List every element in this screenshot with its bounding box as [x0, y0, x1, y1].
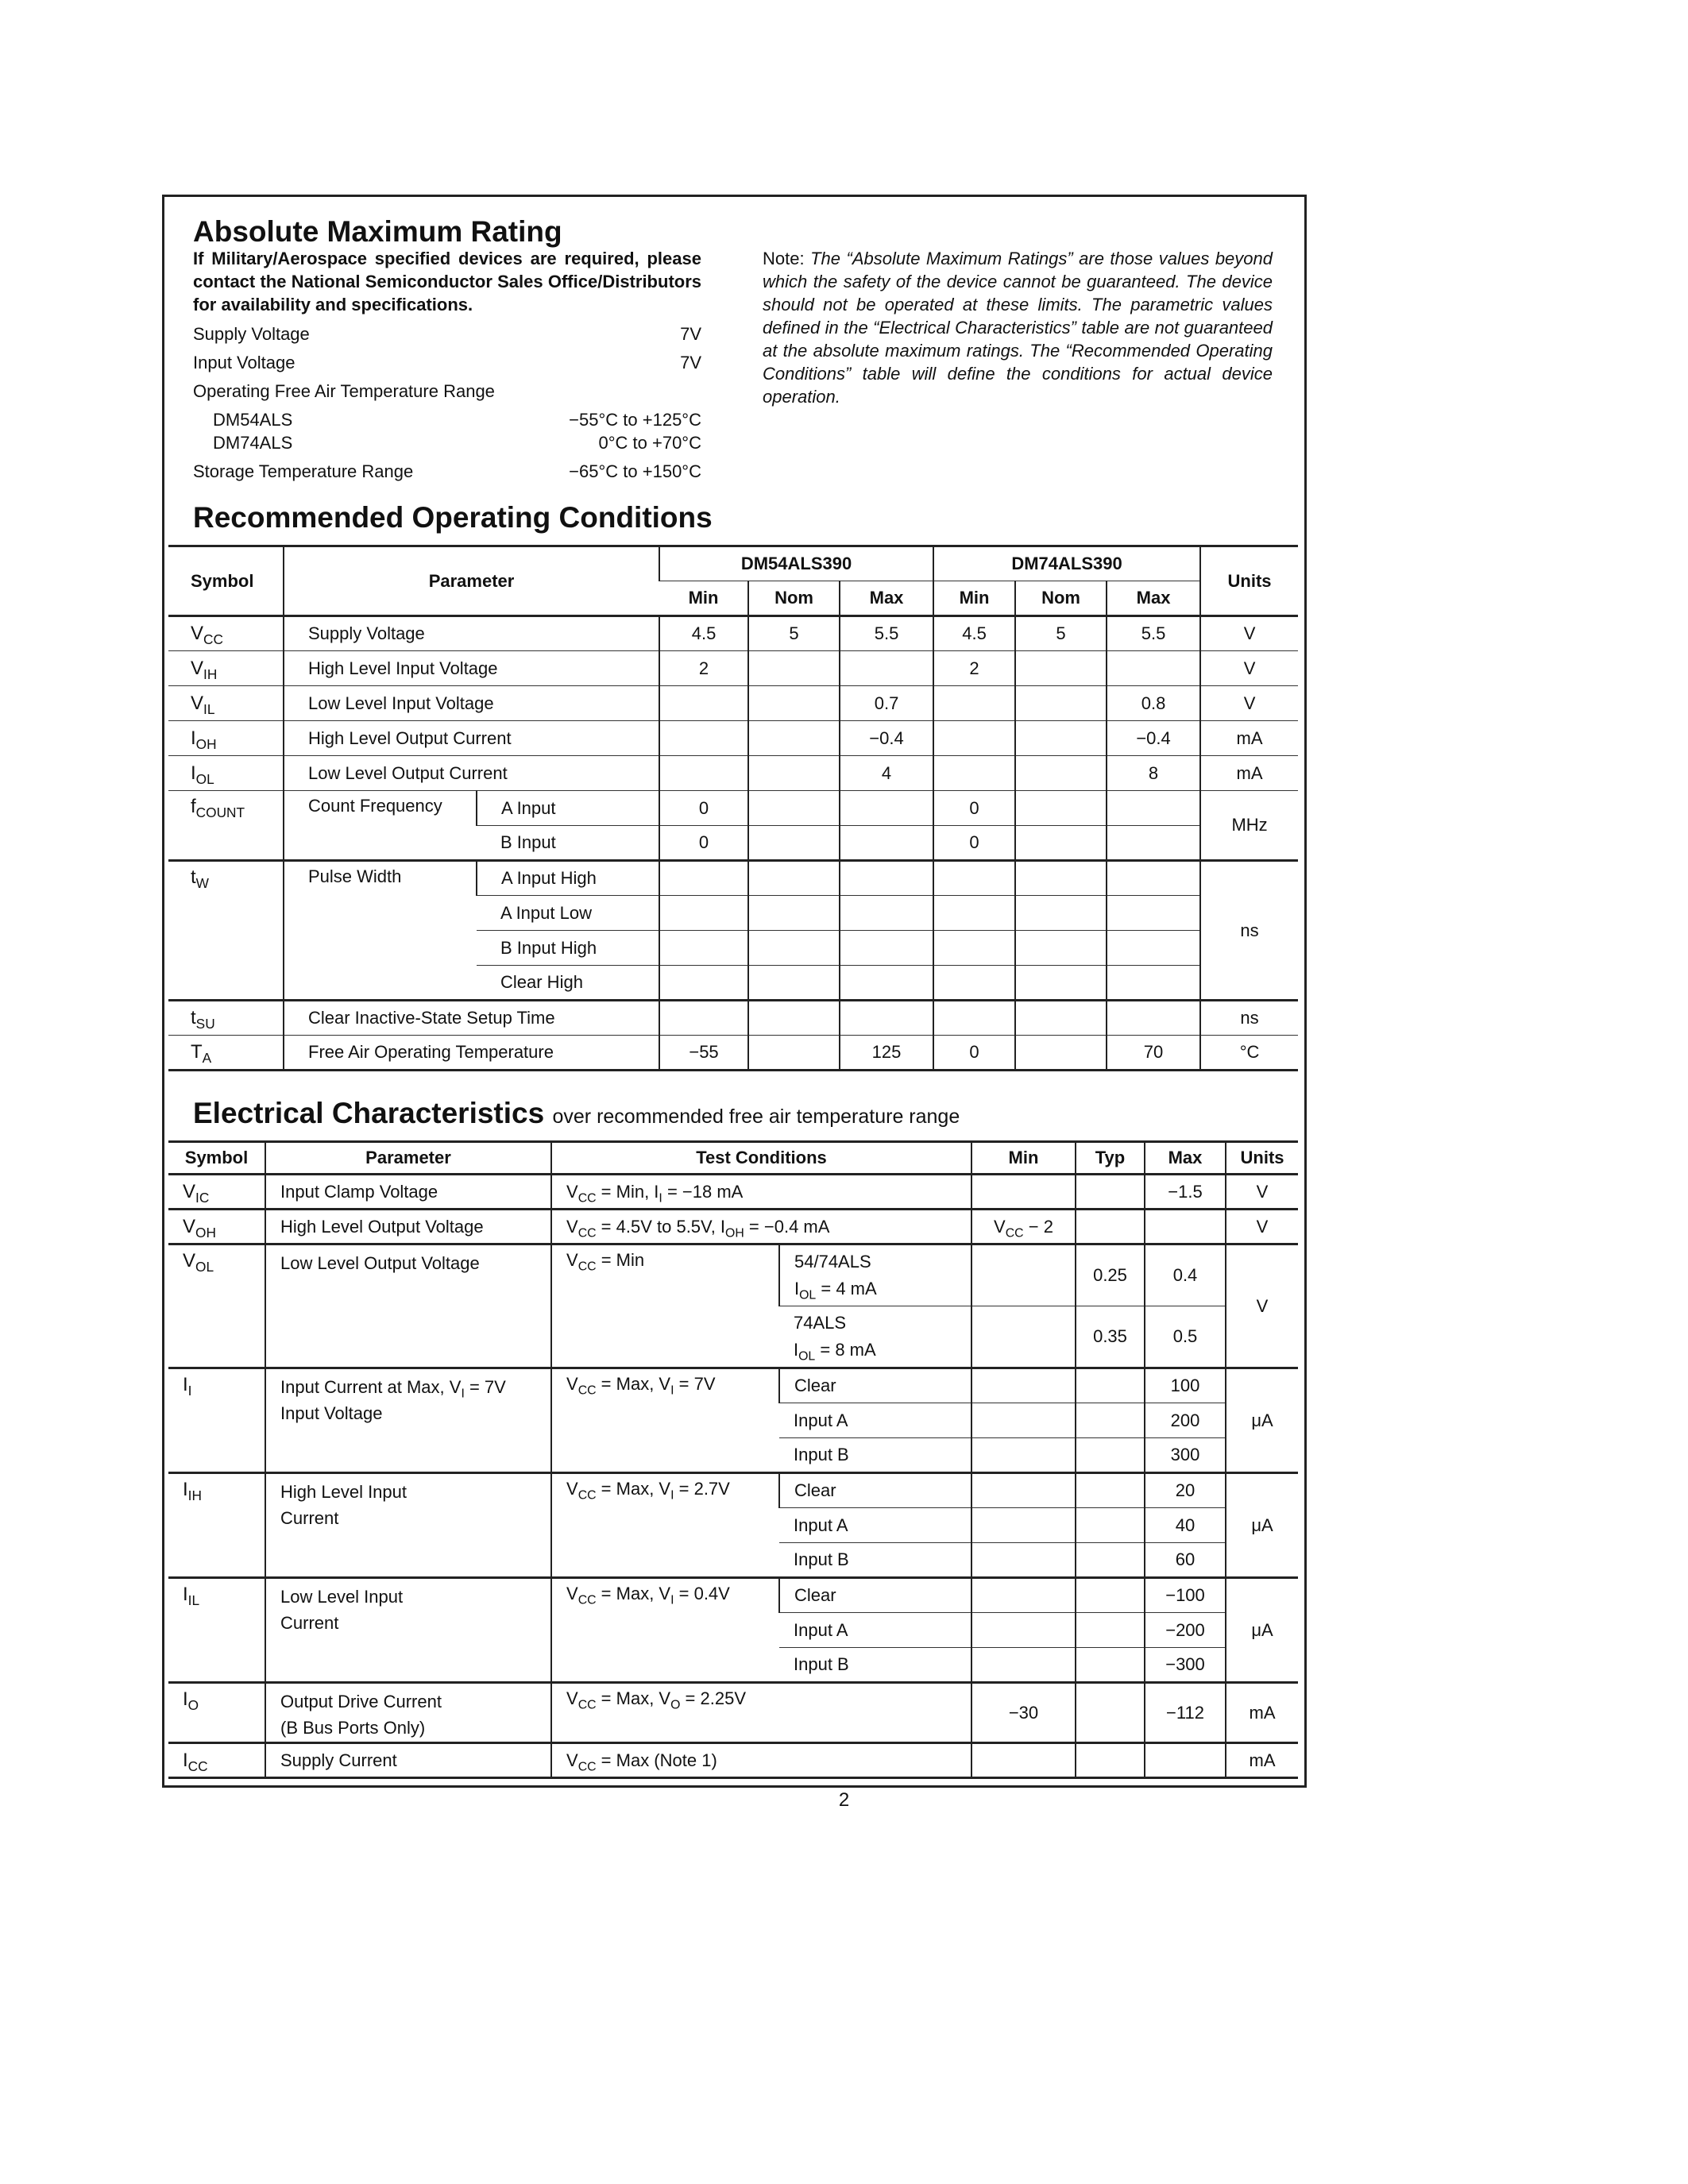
roc-cell	[748, 826, 840, 861]
roc-unit: mA	[1200, 721, 1298, 756]
roc-cell	[840, 896, 933, 931]
roc-cell	[748, 966, 840, 1001]
ec-min	[971, 1743, 1076, 1778]
ec-cond: $V_{CC}$ = Max, $V_I = 0.4V$	[551, 1578, 779, 1683]
roc-cell	[748, 756, 840, 791]
roc-cell	[748, 721, 840, 756]
ec-unit: V	[1226, 1175, 1298, 1210]
ec-max: 100	[1145, 1368, 1226, 1403]
roc-cell: 0	[659, 791, 748, 826]
roc-h-units: Units	[1200, 546, 1298, 616]
ec-subcond: Clear	[779, 1578, 971, 1613]
ec-min	[971, 1543, 1076, 1578]
roc-sym: $I_{OH}$	[168, 721, 284, 756]
roc-param: Low Level Output Current	[284, 756, 659, 791]
roc-cell: 2	[933, 651, 1015, 686]
ec-cond: $V_{CC}$ = Max, $V_I = 2.7V$	[551, 1473, 779, 1578]
roc-cell: −55	[659, 1036, 748, 1071]
roc-cell	[748, 651, 840, 686]
ec-param: Low Level Input Current	[265, 1578, 551, 1683]
ec-sym: $V_{OL}$	[168, 1244, 265, 1368]
ec-min: −30	[971, 1683, 1076, 1743]
roc-subparam: B Input High	[477, 931, 659, 966]
amr-storage-label: Storage Temperature Range	[193, 461, 414, 481]
ec-sym: $I_{CC}$	[168, 1743, 265, 1778]
ec-typ	[1076, 1175, 1145, 1210]
roc-cell	[659, 756, 748, 791]
ec-min	[971, 1175, 1076, 1210]
roc-unit: °C	[1200, 1036, 1298, 1071]
ec-h-min: Min	[971, 1142, 1076, 1175]
roc-cell	[840, 1001, 933, 1036]
ec-cond: $V_{CC}$ = Max (Note 1)	[551, 1743, 971, 1778]
roc-subparam: A Input	[477, 791, 659, 826]
roc-cell	[933, 1001, 1015, 1036]
ec-cond: $V_{CC}$ = Min, $I_I = -18$ mA	[551, 1175, 971, 1210]
amr-input-value: 7V	[680, 353, 701, 372]
roc-cell: 4.5	[933, 616, 1015, 651]
ec-sym: $V_{OH}$	[168, 1210, 265, 1244]
ec-param: Supply Current	[265, 1743, 551, 1778]
ec-typ	[1076, 1368, 1145, 1403]
ec-min	[971, 1306, 1076, 1368]
amr-note	[763, 247, 1273, 408]
roc-cell: 0	[659, 826, 748, 861]
amr-storage-value: −65°C to +150°C	[569, 461, 701, 481]
ec-subtitle: over recommended free air temperature range	[552, 1106, 960, 1128]
ec-row-io	[168, 1683, 1298, 1743]
roc-row-fcount-a	[168, 791, 1298, 826]
roc-subparam: A Input High	[477, 861, 659, 896]
roc-cell: −0.4	[1107, 721, 1200, 756]
roc-cell	[748, 1036, 840, 1071]
roc-subparam: B Input	[477, 826, 659, 861]
roc-title: Recommended Operating Conditions	[193, 501, 713, 534]
roc-h-nom54: Nom	[748, 581, 840, 616]
ec-row-iil-1	[168, 1578, 1298, 1613]
note-prefix: Note:	[763, 249, 805, 268]
note-text: The “Absolute Maximum Ratings” are those values beyond which the safety of the device cannot be guaranteed. The device should not be operated at these limits. The parametric values defined in the “Electrical Characteristics” table are not guaranteed at the absolute maximum ratings. The “Recommended Operating Conditions” table will define the conditions for actual device operation.	[763, 249, 1273, 407]
roc-cell: 125	[840, 1036, 933, 1071]
roc-cell	[1107, 931, 1200, 966]
roc-unit: mA	[1200, 756, 1298, 791]
ec-param: High Level Input Current	[265, 1473, 551, 1578]
roc-param: Pulse Width	[284, 861, 477, 1001]
amr-dm74-label: DM74ALS	[213, 433, 293, 453]
roc-h-symbol: Symbol	[168, 546, 284, 616]
roc-cell	[933, 861, 1015, 896]
amr-oper	[193, 380, 701, 403]
ec-max: −300	[1145, 1648, 1226, 1683]
roc-cell	[840, 861, 933, 896]
roc-row-iol	[168, 756, 1298, 791]
amr-input	[193, 351, 701, 374]
roc-cell	[748, 861, 840, 896]
roc-cell	[748, 1001, 840, 1036]
ec-param: Output Drive Current (B Bus Ports Only)	[265, 1683, 551, 1743]
roc-cell: 5.5	[840, 616, 933, 651]
roc-h-min54: Min	[659, 581, 748, 616]
roc-cell	[1107, 861, 1200, 896]
roc-cell	[933, 896, 1015, 931]
ec-subcond: 74ALS $I_{OL} = 8$ mA	[779, 1306, 971, 1368]
roc-cell	[1015, 1036, 1107, 1071]
roc-cell	[1015, 651, 1107, 686]
roc-row-vil	[168, 686, 1298, 721]
roc-h-dm54: DM54ALS390	[659, 546, 933, 581]
ec-max: 0.4	[1145, 1244, 1226, 1306]
roc-cell	[933, 931, 1015, 966]
roc-cell	[659, 686, 748, 721]
roc-unit: MHz	[1200, 791, 1298, 861]
ec-sym: $I_O$	[168, 1683, 265, 1743]
ec-max: −100	[1145, 1578, 1226, 1613]
ec-typ: 0.35	[1076, 1306, 1145, 1368]
roc-row-tw-1	[168, 861, 1298, 896]
ec-unit: mA	[1226, 1683, 1298, 1743]
roc-cell	[933, 721, 1015, 756]
roc-cell: 70	[1107, 1036, 1200, 1071]
roc-cell	[659, 1001, 748, 1036]
roc-cell: 0	[933, 791, 1015, 826]
roc-cell	[1015, 756, 1107, 791]
ec-max: 20	[1145, 1473, 1226, 1508]
ec-min	[971, 1244, 1076, 1306]
amr-oper-label: Operating Free Air Temperature Range	[193, 381, 495, 401]
roc-cell	[1015, 826, 1107, 861]
ec-title-text: Electrical Characteristics	[193, 1097, 545, 1129]
ec-unit: V	[1226, 1210, 1298, 1244]
roc-cell	[840, 931, 933, 966]
ec-min	[971, 1438, 1076, 1473]
ec-h-symbol: Symbol	[168, 1142, 265, 1175]
ec-cond: $V_{CC}$ = Max, $V_I = 7V$	[551, 1368, 779, 1473]
roc-cell	[933, 966, 1015, 1001]
roc-unit: ns	[1200, 1001, 1298, 1036]
roc-param: Clear Inactive-State Setup Time	[284, 1001, 659, 1036]
roc-unit: V	[1200, 686, 1298, 721]
amr-dm74-value: 0°C to +70°C	[598, 433, 701, 453]
roc-h-dm74: DM74ALS390	[933, 546, 1200, 581]
ec-min	[971, 1578, 1076, 1613]
roc-cell	[1015, 686, 1107, 721]
ec-unit: μA	[1226, 1368, 1298, 1473]
roc-cell	[659, 931, 748, 966]
roc-cell	[659, 966, 748, 1001]
roc-sym: $I_{OL}$	[168, 756, 284, 791]
ec-subcond: Input A	[779, 1613, 971, 1648]
ec-typ	[1076, 1683, 1145, 1743]
roc-unit: ns	[1200, 861, 1298, 1001]
ec-row-vol-1	[168, 1244, 1298, 1306]
roc-row-ioh	[168, 721, 1298, 756]
roc-cell	[1015, 966, 1107, 1001]
roc-cell	[1015, 1001, 1107, 1036]
roc-sym: $T_A$	[168, 1036, 284, 1071]
ec-unit: V	[1226, 1244, 1298, 1368]
ec-max: 300	[1145, 1438, 1226, 1473]
roc-cell	[659, 896, 748, 931]
ec-min: $V_{CC} - 2$	[971, 1210, 1076, 1244]
roc-subparam: A Input Low	[477, 896, 659, 931]
amr-title: Absolute Maximum Rating	[193, 215, 562, 248]
roc-cell	[1107, 791, 1200, 826]
ec-max	[1145, 1743, 1226, 1778]
ec-h-max: Max	[1145, 1142, 1226, 1175]
ec-cond: $V_{CC}$ = Min	[551, 1244, 779, 1368]
amr-intro: If Military/Aerospace specified devices are required, please contact the National Semiconductor Sales Office/Distributors for availability and specifications.	[193, 249, 701, 314]
ec-param: High Level Output Voltage	[265, 1210, 551, 1244]
ec-min	[971, 1368, 1076, 1403]
roc-cell	[1015, 861, 1107, 896]
roc-cell	[1107, 1001, 1200, 1036]
roc-h-max54: Max	[840, 581, 933, 616]
roc-cell: 4	[840, 756, 933, 791]
ec-typ	[1076, 1743, 1145, 1778]
ec-max: 60	[1145, 1543, 1226, 1578]
ec-max: 40	[1145, 1508, 1226, 1543]
roc-cell	[840, 826, 933, 861]
ec-typ	[1076, 1543, 1145, 1578]
ec-param: Input Clamp Voltage	[265, 1175, 551, 1210]
ec-param: Input Current at Max, $V_I = 7V$ Input Voltage	[265, 1368, 551, 1473]
roc-cell	[933, 686, 1015, 721]
amr-supply	[193, 322, 701, 345]
roc-cell: 5	[748, 616, 840, 651]
ec-sym: $I_I$	[168, 1368, 265, 1473]
amr-dm74	[193, 431, 701, 454]
roc-sym: $V_{IL}$	[168, 686, 284, 721]
ec-subcond: Input B	[779, 1543, 971, 1578]
roc-unit: V	[1200, 651, 1298, 686]
roc-subparam: Clear High	[477, 966, 659, 1001]
roc-cell: 5	[1015, 616, 1107, 651]
ec-typ	[1076, 1473, 1145, 1508]
ec-row-ii-1	[168, 1368, 1298, 1403]
ec-unit: mA	[1226, 1743, 1298, 1778]
ec-typ	[1076, 1648, 1145, 1683]
roc-cell	[748, 896, 840, 931]
ec-row-iih-1	[168, 1473, 1298, 1508]
roc-cell: 0	[933, 826, 1015, 861]
ec-subcond: Input B	[779, 1438, 971, 1473]
roc-cell	[1107, 966, 1200, 1001]
roc-row-vih	[168, 651, 1298, 686]
roc-cell	[840, 966, 933, 1001]
roc-sym: $t_{SU}$	[168, 1001, 284, 1036]
ec-typ: 0.25	[1076, 1244, 1145, 1306]
ec-min	[971, 1403, 1076, 1438]
roc-row-vcc	[168, 616, 1298, 651]
roc-cell	[1015, 791, 1107, 826]
ec-max: 200	[1145, 1403, 1226, 1438]
ec-max	[1145, 1210, 1226, 1244]
roc-cell	[1107, 896, 1200, 931]
roc-cell	[748, 931, 840, 966]
roc-cell: 8	[1107, 756, 1200, 791]
roc-h-min74: Min	[933, 581, 1015, 616]
ec-table	[168, 1140, 1298, 1779]
ec-subcond: Input A	[779, 1508, 971, 1543]
ec-h-units: Units	[1226, 1142, 1298, 1175]
roc-cell	[748, 791, 840, 826]
amr-supply-label: Supply Voltage	[193, 324, 310, 344]
ec-max: −200	[1145, 1613, 1226, 1648]
page-number: 2	[838, 1789, 850, 1811]
ec-sym: $I_{IL}$	[168, 1578, 265, 1683]
roc-cell	[1107, 651, 1200, 686]
ec-param: Low Level Output Voltage	[265, 1244, 551, 1368]
roc-cell	[933, 756, 1015, 791]
roc-row-tsu	[168, 1001, 1298, 1036]
ec-min	[971, 1473, 1076, 1508]
roc-cell	[748, 686, 840, 721]
roc-sym: $V_{CC}$	[168, 616, 284, 651]
roc-sym: $t_W$	[168, 861, 284, 1001]
ec-typ	[1076, 1403, 1145, 1438]
roc-param: Count Frequency	[284, 791, 477, 861]
roc-param: Supply Voltage	[284, 616, 659, 651]
ec-title	[193, 1098, 960, 1133]
ec-row-vic	[168, 1175, 1298, 1210]
ec-subcond: 54/74ALS $I_{OL} = 4$ mA	[779, 1244, 971, 1306]
roc-param: Free Air Operating Temperature	[284, 1036, 659, 1071]
roc-cell	[840, 651, 933, 686]
roc-cell: 5.5	[1107, 616, 1200, 651]
roc-cell: 4.5	[659, 616, 748, 651]
ec-min	[971, 1648, 1076, 1683]
roc-row-ta	[168, 1036, 1298, 1071]
amr-supply-value: 7V	[680, 324, 701, 344]
roc-cell	[840, 791, 933, 826]
roc-cell: 0	[933, 1036, 1015, 1071]
ec-unit: μA	[1226, 1473, 1298, 1578]
ec-typ	[1076, 1210, 1145, 1244]
ec-min	[971, 1613, 1076, 1648]
amr-dm54-label: DM54ALS	[213, 410, 293, 430]
ec-h-typ: Typ	[1076, 1142, 1145, 1175]
ec-typ	[1076, 1613, 1145, 1648]
ec-cond: $V_{CC} = 4.5V$ to 5.5V, $I_{OH} = -0.4$ mA	[551, 1210, 971, 1244]
amr-input-label: Input Voltage	[193, 353, 295, 372]
roc-h-max74: Max	[1107, 581, 1200, 616]
roc-sym: $f_{COUNT}$	[168, 791, 284, 861]
roc-cell: 2	[659, 651, 748, 686]
amr-dm54	[193, 408, 701, 431]
ec-min	[971, 1508, 1076, 1543]
roc-cell	[659, 861, 748, 896]
ec-sym: $I_{IH}$	[168, 1473, 265, 1578]
ec-max: −1.5	[1145, 1175, 1226, 1210]
ec-subcond: Clear	[779, 1473, 971, 1508]
ec-typ	[1076, 1578, 1145, 1613]
ec-subcond: Input A	[779, 1403, 971, 1438]
ec-h-cond: Test Conditions	[551, 1142, 971, 1175]
roc-sym: $V_{IH}$	[168, 651, 284, 686]
ec-cond: $V_{CC}$ = Max, $V_O = 2.25V$	[551, 1683, 971, 1743]
roc-cell	[1015, 721, 1107, 756]
roc-h-parameter: Parameter	[284, 546, 659, 616]
ec-typ	[1076, 1508, 1145, 1543]
roc-cell: 0.7	[840, 686, 933, 721]
amr-storage	[193, 460, 701, 483]
ec-h-parameter: Parameter	[265, 1142, 551, 1175]
ec-row-icc	[168, 1743, 1298, 1778]
ec-row-voh	[168, 1210, 1298, 1244]
ec-subcond: Clear	[779, 1368, 971, 1403]
amr-dm54-value: −55°C to +125°C	[569, 410, 701, 430]
roc-cell	[659, 721, 748, 756]
roc-param: High Level Input Voltage	[284, 651, 659, 686]
ec-typ	[1076, 1438, 1145, 1473]
ec-max: 0.5	[1145, 1306, 1226, 1368]
roc-cell: 0.8	[1107, 686, 1200, 721]
ec-unit: μA	[1226, 1578, 1298, 1683]
roc-h-nom74: Nom	[1015, 581, 1107, 616]
roc-unit: V	[1200, 616, 1298, 651]
ec-sym: $V_{IC}$	[168, 1175, 265, 1210]
roc-cell	[1015, 931, 1107, 966]
roc-cell: −0.4	[840, 721, 933, 756]
roc-cell	[1015, 896, 1107, 931]
ec-max: −112	[1145, 1683, 1226, 1743]
roc-cell	[1107, 826, 1200, 861]
roc-param: High Level Output Current	[284, 721, 659, 756]
ec-subcond: Input B	[779, 1648, 971, 1683]
roc-param: Low Level Input Voltage	[284, 686, 659, 721]
roc-table	[168, 545, 1298, 1071]
